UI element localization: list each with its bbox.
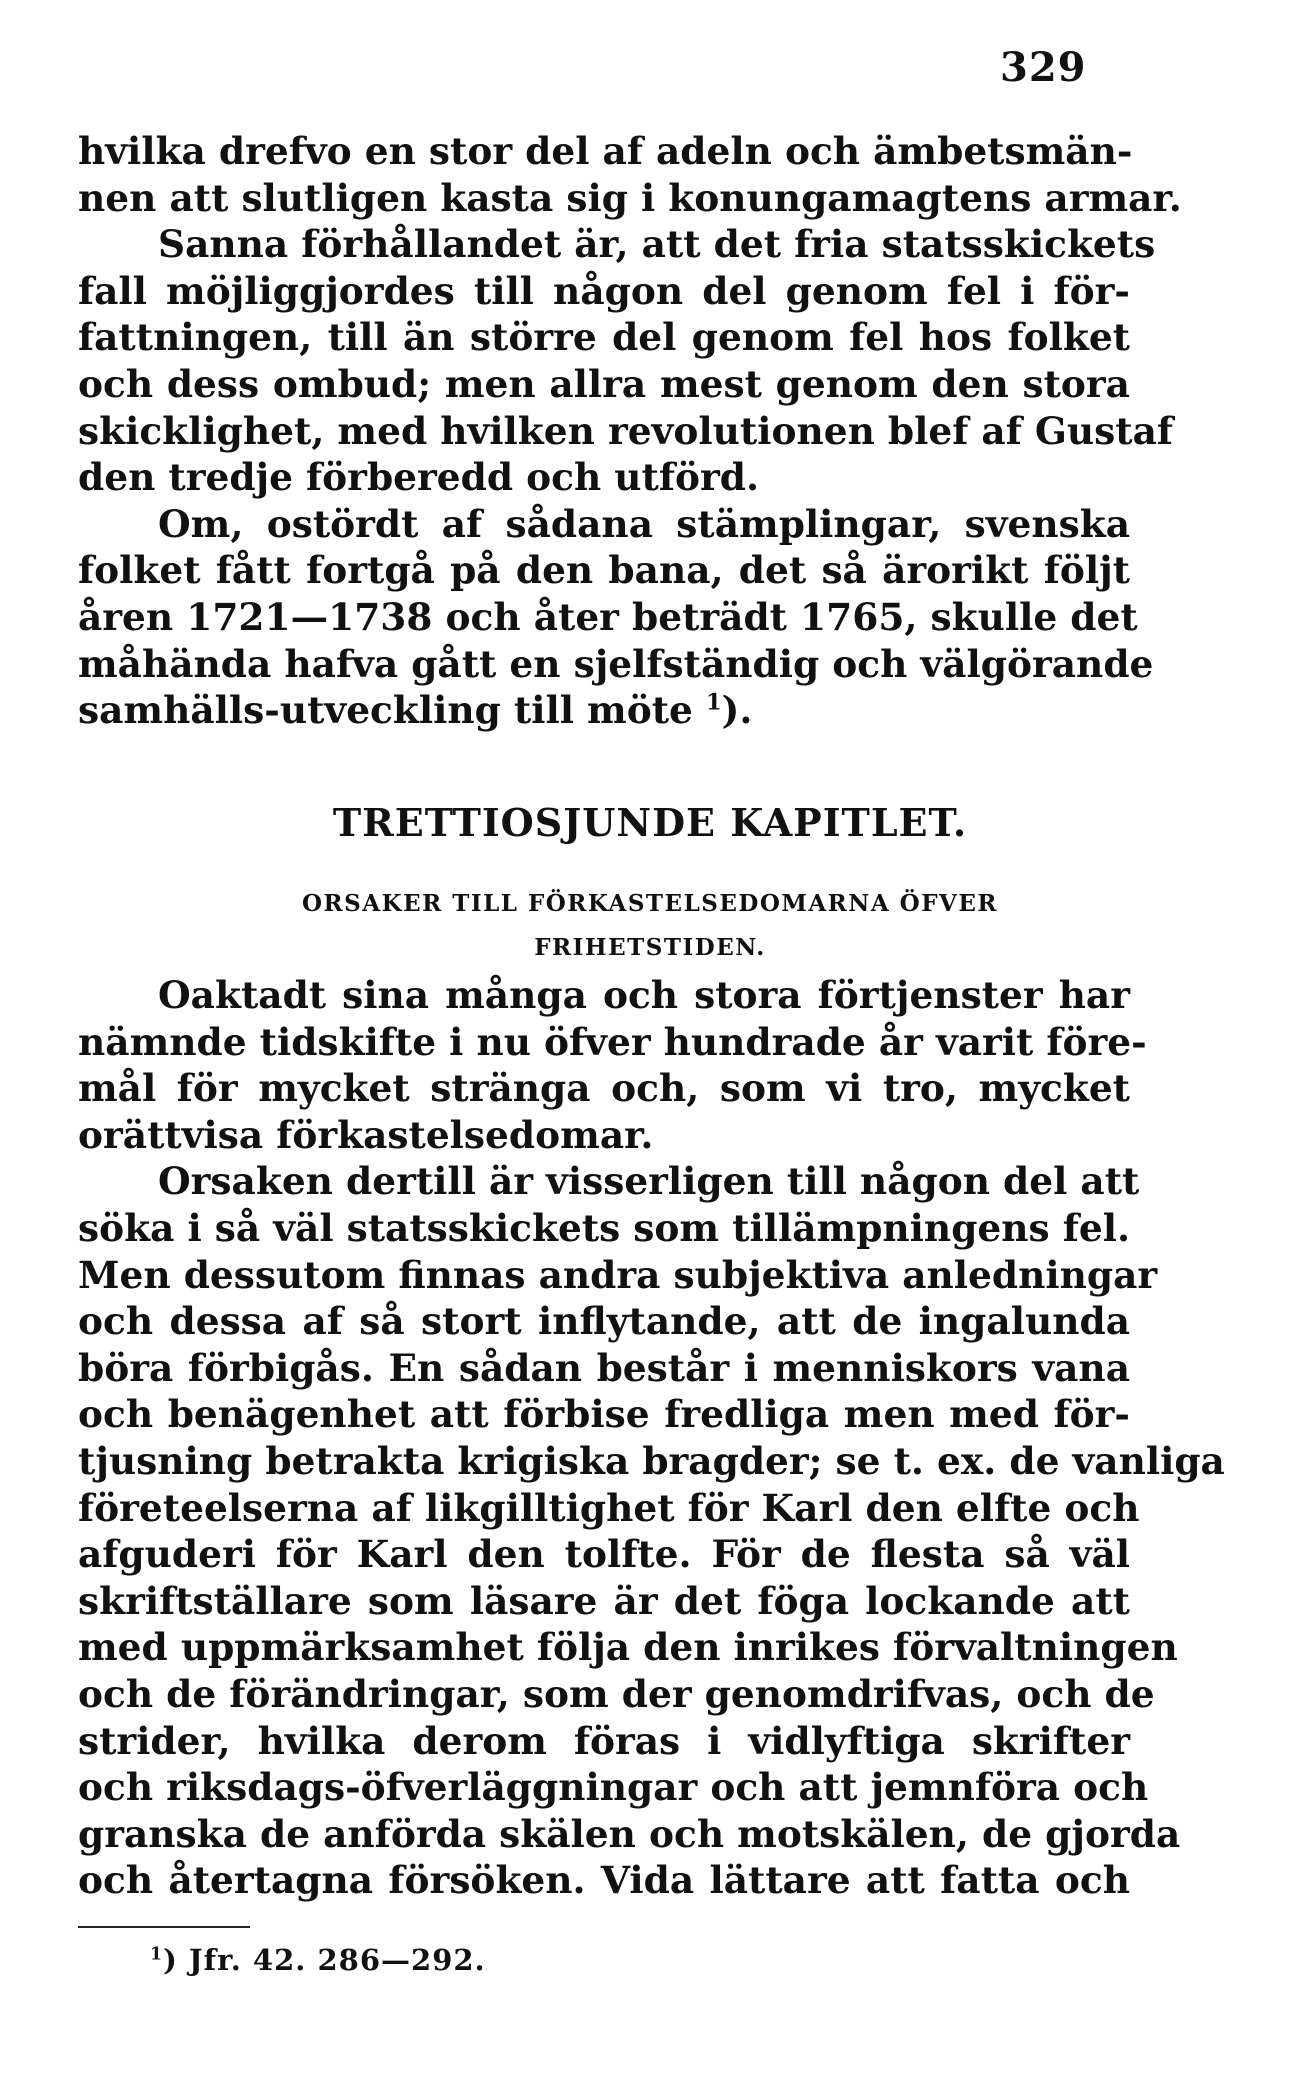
footnote: [150, 1943, 486, 1977]
chapter-title: TRETTIOSJUNDE KAPITLET.: [332, 800, 968, 845]
chapter-subtitle-line: FRIHETSTIDEN.: [534, 934, 766, 961]
text-line: och benägenhet att förbise fredliga men med för-: [78, 1392, 1130, 1437]
text-line: folket fått fortgå på den bana, det så ärorikt följt: [78, 548, 1130, 593]
text-line: med uppmärksamhet följa den inrikes förvaltningen: [78, 1625, 1178, 1670]
text-line: fattningen, till än större del genom fel hos folket: [78, 315, 1130, 360]
text-line: nen att slutligen kasta sig i konungamagtens armar.: [78, 175, 1182, 220]
text-line: Sanna förhållandet är, att det fria statsskickets: [158, 222, 1156, 267]
text-line: mål för mycket stränga och, som vi tro, mycket: [78, 1066, 1130, 1111]
text-line: och återtagna försöken. Vida lättare att fatta och: [78, 1858, 1130, 1903]
footnote-mark: 1: [150, 1944, 164, 1965]
text-line: strider, hvilka derom föras i vidlyftiga skrifter: [78, 1718, 1130, 1763]
text-line: måhända hafva gått en sjelfständig och välgörande: [78, 641, 1154, 686]
page-number: 329: [1000, 44, 1087, 91]
footnote-text: ) Jfr. 42. 286—292.: [163, 1943, 486, 1977]
text-line: afguderi för Karl den tolfte. För de flesta så väl: [78, 1532, 1130, 1577]
text-line: Om, ostördt af sådana stämplingar, svenska: [158, 501, 1130, 546]
intro-paragraphs: [78, 128, 1182, 734]
text-line: företeelserna af likgilltighet för Karl den elfte och: [78, 1485, 1140, 1530]
text-line: söka i så väl statsskickets som tillämpningens fel.: [78, 1205, 1130, 1250]
text-line: tjusning betrakta krigiska bragder; se t. ex. de vanliga: [78, 1438, 1225, 1483]
text-line: samhälls-utveckling till möte: [78, 688, 693, 733]
text-line: Orsaken dertill är visserligen till någon del att: [158, 1159, 1140, 1204]
text-line: den tredje förberedd och utförd.: [78, 455, 760, 500]
text-line-with-footnote: [78, 687, 1130, 734]
text-line: och dessa af så stort inflytande, att de ingalunda: [78, 1299, 1130, 1344]
text-line: böra förbigås. En sådan består i menniskors vana: [78, 1345, 1130, 1390]
text-line: nämnde tidskifte i nu öfver hundrade år varit före-: [78, 1019, 1147, 1064]
text-line: granska de anförda skälen och motskälen, de gjorda: [78, 1811, 1181, 1856]
chapter-subtitle: [0, 882, 1300, 970]
sentence-end: ).: [721, 688, 753, 733]
text-line: hvilka drefvo en stor del af adeln och ämbetsmän-: [78, 129, 1133, 173]
text-line: och riksdags-öfverläggningar och att jemnföra och: [78, 1765, 1149, 1810]
text-line: orättvisa förkastelsedomar.: [78, 1112, 654, 1157]
chapter-body: [78, 972, 1225, 1904]
text-line: och dess ombud; men allra mest genom den stora: [78, 361, 1130, 406]
text-line: Men dessutom finnas andra subjektiva anledningar: [78, 1252, 1158, 1297]
text-line: skicklighet, med hvilken revolutionen blef af Gustaf: [78, 408, 1174, 453]
text-line: Oaktadt sina många och stora förtjenster har: [158, 973, 1130, 1017]
chapter-subtitle-line: ORSAKER TILL FÖRKASTELSEDOMARNA ÖFVER: [301, 890, 999, 917]
text-line: och de förändringar, som der genomdrifvas, och de: [78, 1671, 1155, 1716]
text-line: fall möjliggjordes till någon del genom fel i för-: [78, 268, 1130, 313]
footnote-divider: [78, 1926, 250, 1928]
text-line: åren 1721—1738 och åter beträdt 1765, skulle det: [78, 594, 1138, 639]
footnote-reference: 1: [705, 689, 722, 716]
text-line: skriftställare som läsare är det föga lockande att: [78, 1578, 1130, 1623]
